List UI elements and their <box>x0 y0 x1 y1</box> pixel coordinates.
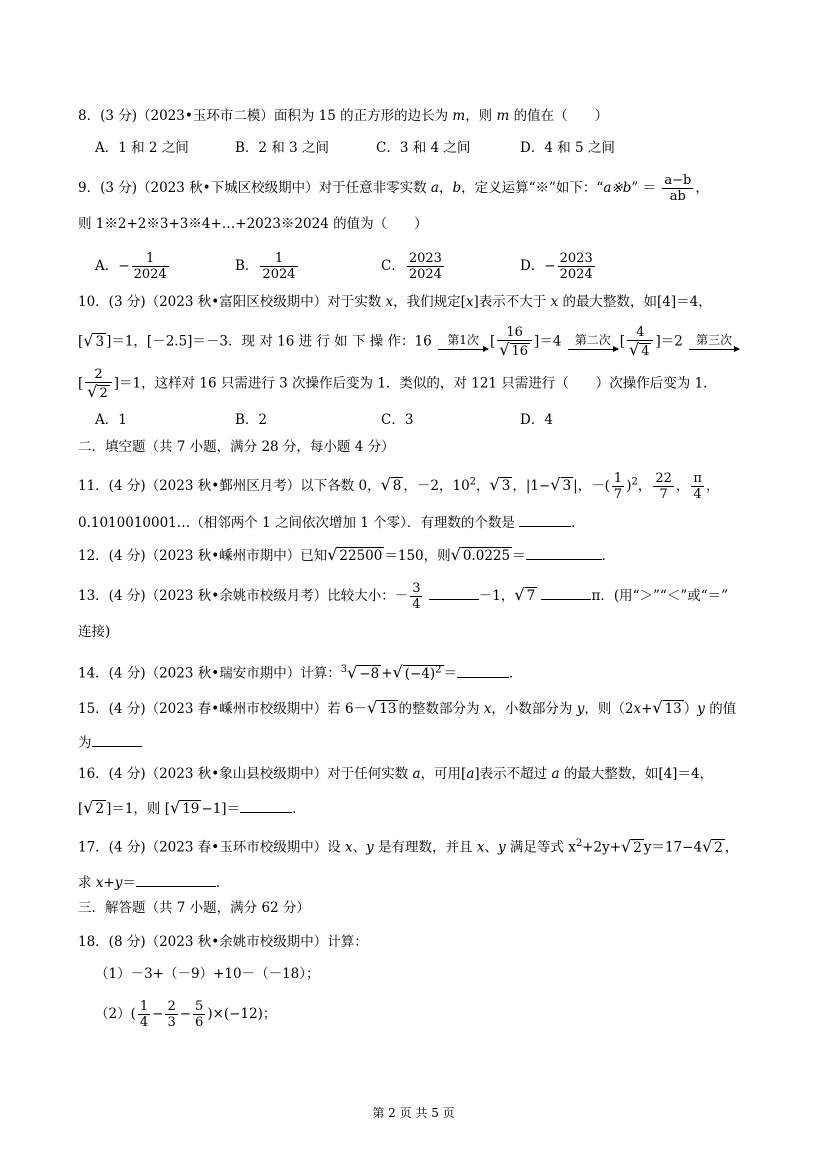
question-12: 12．(4 分)（2023 秋•嵊州市期中）已知√ 22500 ＝150，则√ 0.0225 ＝ ． <box>78 545 616 564</box>
arrow-step-1: 第1次 <box>438 334 488 350</box>
q17-line2: 求 x+y＝ ． <box>78 872 229 893</box>
section-3-heading: 三．解答题（共 7 小题，满分 62 分） <box>78 900 310 916</box>
question-11: 11．(4 分)（2023 秋•鄞州区月考）以下各数 0，√ 8 ，－2，$10^2$，√ 3 ，|1−√ 3 |，－( $\frac{1}{7}$ )$^2$， $\frac{22}{7}$ ， $\frac{\pi}{4}$ ， <box>78 471 720 502</box>
question-10: 10．(3 分)（2023 秋•富阳区校级期中）对于实数 x，我们规定[x]表示不大于 x 的最大整数，如[4]＝4， <box>78 294 712 310</box>
q13-answer-blank-1[interactable] <box>429 585 479 600</box>
question-14: 14．(4 分)（2023 秋•瑞安市期中）计算：$^3$√ −8 +√ $(-4)^2$ ＝ ． <box>78 662 523 682</box>
section-2-heading: 二．填空题（共 7 小题，满分 28 分，每小题 4 分） <box>78 439 395 455</box>
q11-answer-blank[interactable] <box>519 512 571 527</box>
q12-answer-blank[interactable] <box>526 545 602 560</box>
q16-line2: [√ 2 ]＝1，则 [√ 19 −1]＝ ． <box>78 798 306 817</box>
arrow-step-2: 第二次 <box>568 334 618 350</box>
q18-part-2: （2）( $\frac{1}{4}$ − $\frac{2}{3}$ − $\frac{5}{6}$ )×(−12)； <box>95 999 277 1030</box>
q10-option-c[interactable]: C．3 <box>381 412 414 428</box>
q10-option-a[interactable]: A．1 <box>95 412 127 428</box>
q10-option-b[interactable]: B．2 <box>235 412 268 428</box>
q17-answer-blank[interactable] <box>136 872 216 887</box>
q8-option-a[interactable]: A．1 和 2 之间 <box>95 140 189 156</box>
q8-option-c[interactable]: C．3 和 4 之间 <box>376 140 471 156</box>
q18-part-1: （1）－3+（－9）+10－（－18）； <box>95 966 320 982</box>
q14-answer-blank[interactable] <box>457 663 509 678</box>
question-16: 16．(4 分)（2023 秋•象山县校级期中）对于任何实数 a，可用[a]表示不超过 a 的最大整数，如[4]＝4， <box>78 766 714 782</box>
page-footer: 第 2 页 共 5 页 <box>372 1106 455 1120</box>
sqrt-3: √ 3 <box>83 330 105 350</box>
q8-option-d[interactable]: D．4 和 5 之间 <box>520 140 615 156</box>
q11-line2: 0.1010010001…（相邻两个 1 之间依次增加 1 个零）．有理数的个数是 ． <box>78 512 585 533</box>
q10-option-d[interactable]: D．4 <box>520 412 553 428</box>
q13-answer-blank-2[interactable] <box>541 585 591 600</box>
q16-answer-blank[interactable] <box>240 798 292 813</box>
question-18: 18．(8 分)（2023 秋•余姚市校级期中）计算： <box>78 934 368 950</box>
q9-def-fraction: $\frac{a-b}{ab}$ <box>664 173 692 204</box>
q9-option-d[interactable]: D．− $\frac{2023}{2024}$ <box>520 251 593 282</box>
question-9: 9．(3 分)（2023 秋•下城区校级期中）对于任意非零实数 a，b，定义运算“※”如下：“a※b” ＝ $\frac{a-b}{ab}$ ， <box>78 173 709 204</box>
q15-answer-blank[interactable] <box>92 732 142 747</box>
q8-option-b[interactable]: B．2 和 3 之间 <box>235 140 329 156</box>
q10-line3: [ $\frac{2}{√ 2}$ ]＝1，这样对 16 只需进行 3 次操作后变为 1．类似的，对 121 只需进行（ ）次操作后变为 1． <box>78 367 717 401</box>
q13-line2: 连接) <box>78 624 111 640</box>
q10-line2: [√ 3 ]＝1，[－2.5]＝－3．现 对 16 进 行 如 下 操 作：16 第1次 [ $\frac{16}{√ 16}$ ]＝4 第二次 [ $\frac{4}{√ 4}$ ]＝2 第三次 <box>78 326 741 358</box>
question-17: 17．(4 分)（2023 春•玉环市校级期中）设 x、y 是有理数，并且 x、y 满足等式 $x^2+2y+√$ 2 y＝17−4√ 2 ， <box>78 836 739 856</box>
question-8: 8．(3 分)（2023•玉环市二模）面积为 15 的正方形的边长为 m，则 m 的值在（ ） <box>78 108 609 124</box>
arrow-step-3: 第三次 <box>689 334 739 350</box>
q9-option-c[interactable]: C． $\frac{2023}{2024}$ <box>381 251 442 282</box>
question-15: 15．(4 分)（2023 春•嵊州市校级期中）若 6－√ 13 的整数部分为 x，小数部分为 y，则（2x+√ 13 ）y 的值 <box>78 698 737 717</box>
q9-option-a[interactable]: A．− $\frac{1}{2024}$ <box>95 251 167 282</box>
q15-line2: 为 <box>78 732 142 753</box>
q9-option-b[interactable]: B． $\frac{1}{2024}$ <box>235 251 296 282</box>
question-13: 13．(4 分)（2023 秋•余姚市校级月考）比较大小：－ $\frac{3}{4}$ －1，√ 7 π．(用“＞”“＜”或“＝” <box>78 581 729 612</box>
q9-line2: 则 1※2+2※3+3※4+…+2023※2024 的值为（ ） <box>78 216 428 232</box>
